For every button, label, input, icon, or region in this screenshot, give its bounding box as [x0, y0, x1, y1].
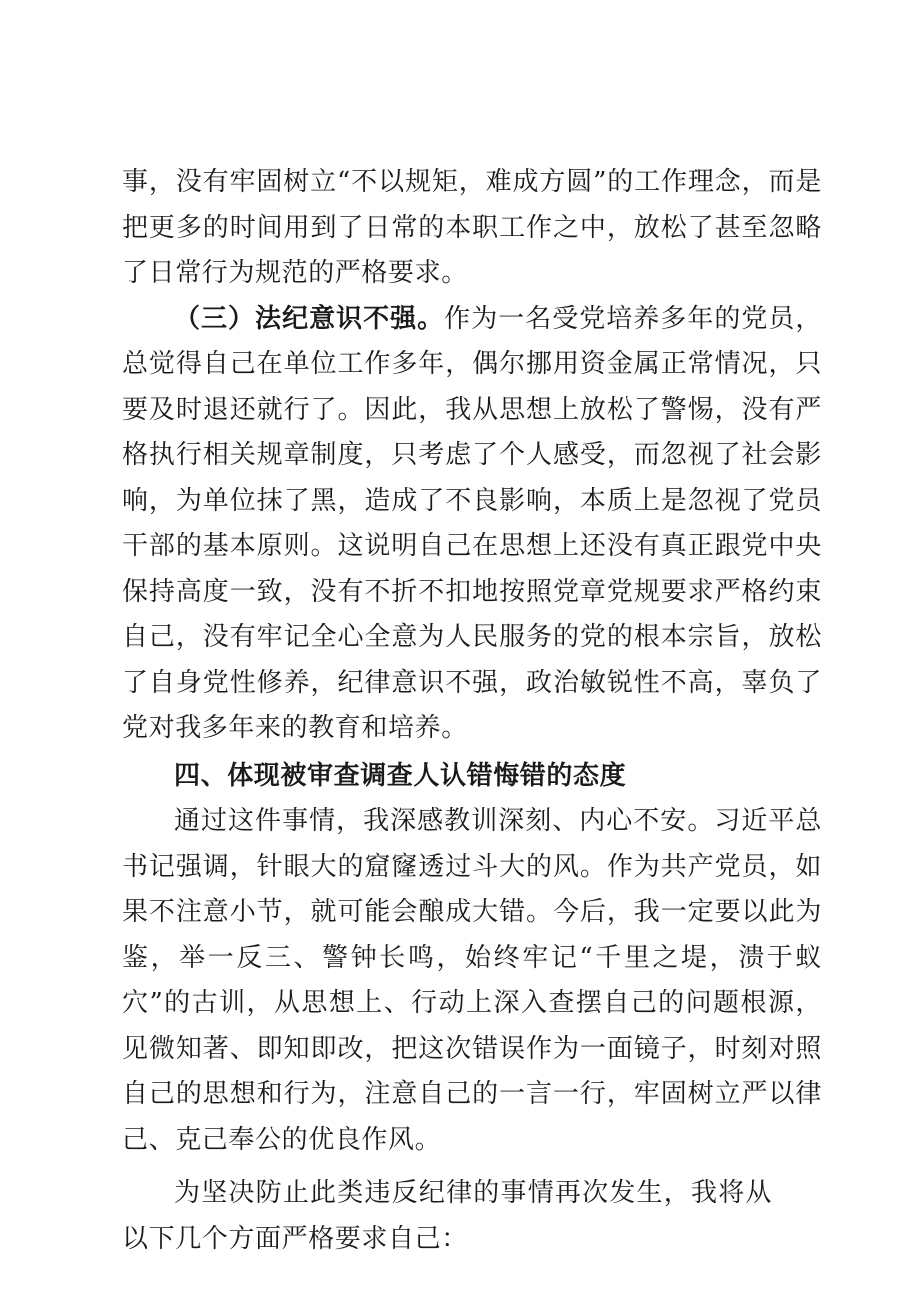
paragraph-legal-awareness: [122, 297, 822, 752]
paragraph-continuation: 事，没有牢固树立“不以规矩，难成方圆”的工作理念，而是把更多的时间用到了日常的本职工作之中，放松了甚至忽略了日常行为规范的严格要求。: [122, 167, 822, 288]
paragraph-closing: 为坚决防止此类违反纪律的事情再次发生，我将从以下几个方面严格要求自己：: [122, 1178, 772, 1254]
document-body: [122, 160, 822, 1262]
paragraph-attitude: 通过这件事情，我深感教训深刻、内心不安。习近平总书记强调，针眼大的窟窿透过斗大的风。作为共产党员，如果不注意小节，就可能会酿成大错。今后，我一定要以此为鉴，举一反三、警钟长鸣，始终牢记“千里之堤，溃于蚁穴”的古训，从思想上、行动上深入查摆自己的问题根源，见微知著、即知即改，把这次错误作为一面镜子，时刻对照自己的思想和行为，注意自己的一言一行，牢固树立严以律己、克己奉公的优良作风。: [122, 806, 822, 1155]
section-heading: 四、体现被审查调查人认错悔错的态度: [174, 760, 627, 791]
subsection-title: （三）法纪意识不强。: [174, 303, 445, 334]
subsection-body: 作为一名受党培养多年的党员，总觉得自己在单位工作多年，偶尔挪用资金属正常情况，只要及时退还就行了。因此，我从思想上放松了警惕，没有严格执行相关规章制度，只考虑了个人感受，而忽视了社会影响，为单位抹了黑，造成了不良影响，本质上是忽视了党员干部的基本原则。这说明自己在思想上还没有真正跟党中央保持高度一致，没有不折不扣地按照党章党规要求严格约束自己，没有牢记全心全意为人民服务的党的根本宗旨，放松了自身党性修养，纪律意识不强，政治敏锐性不高，辜负了党对我多年来的教育和培养。: [122, 303, 822, 743]
